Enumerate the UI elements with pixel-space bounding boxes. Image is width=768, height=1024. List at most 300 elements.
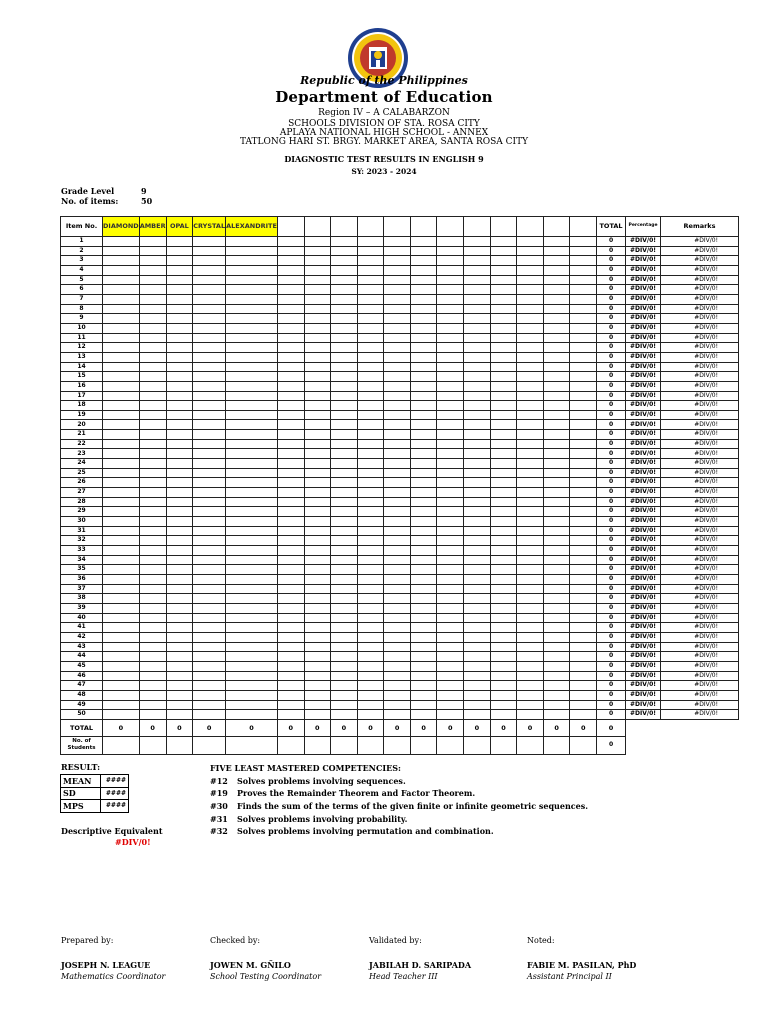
- score-cell: [304, 546, 331, 556]
- score-cell: [570, 526, 597, 536]
- score-cell: [410, 333, 437, 343]
- score-cell: [384, 333, 411, 343]
- row-remarks: #DIV/0!: [661, 314, 739, 324]
- score-cell: [304, 304, 331, 314]
- score-cell: [277, 478, 304, 488]
- score-cell: [490, 352, 517, 362]
- score-cell: [357, 420, 384, 430]
- competency-item: [210, 814, 407, 824]
- score-cell: [517, 546, 544, 556]
- score-cell: [103, 439, 140, 449]
- table-row: [61, 459, 739, 469]
- score-cell: [331, 352, 358, 362]
- score-cell: [517, 343, 544, 353]
- item-number: 22: [61, 439, 103, 449]
- competency-item: [210, 801, 588, 811]
- row-percentage: #DIV/0!: [626, 632, 661, 642]
- score-cell: [410, 555, 437, 565]
- score-cell: [384, 430, 411, 440]
- score-cell: [103, 652, 140, 662]
- score-cell: [277, 642, 304, 652]
- score-cell: [357, 430, 384, 440]
- score-cell: [517, 594, 544, 604]
- score-cell: [277, 362, 304, 372]
- score-cell: [490, 246, 517, 256]
- table-row: [61, 237, 739, 247]
- score-cell: [193, 536, 226, 546]
- score-cell: [570, 256, 597, 266]
- score-cell: [331, 265, 358, 275]
- students-cell: [304, 736, 331, 754]
- score-cell: [304, 565, 331, 575]
- table-row: [61, 256, 739, 266]
- score-cell: [226, 700, 278, 710]
- score-cell: [331, 642, 358, 652]
- region-label: Region IV – A CALABARZON: [318, 108, 450, 118]
- score-cell: [570, 294, 597, 304]
- section-header: ALEXANDRITE: [226, 217, 278, 237]
- score-cell: [166, 237, 193, 247]
- score-cell: [277, 507, 304, 517]
- score-cell: [166, 352, 193, 362]
- score-cell: [277, 285, 304, 295]
- score-cell: [543, 362, 570, 372]
- score-cell: [437, 352, 464, 362]
- table-row: [61, 333, 739, 343]
- table-row: [61, 681, 739, 691]
- row-total: 0: [597, 381, 626, 391]
- stat-value: ####: [101, 787, 129, 800]
- score-cell: [357, 381, 384, 391]
- score-cell: [437, 507, 464, 517]
- score-cell: [464, 294, 491, 304]
- score-cell: [384, 526, 411, 536]
- total-cell: 0: [193, 719, 226, 736]
- score-cell: [490, 294, 517, 304]
- score-cell: [490, 536, 517, 546]
- score-cell: [517, 613, 544, 623]
- score-cell: [490, 410, 517, 420]
- score-cell: [464, 410, 491, 420]
- table-row: [61, 652, 739, 662]
- score-cell: [437, 265, 464, 275]
- score-cell: [277, 323, 304, 333]
- score-cell: [357, 304, 384, 314]
- score-cell: [437, 700, 464, 710]
- score-cell: [331, 478, 358, 488]
- section-header-empty: [384, 217, 411, 237]
- score-cell: [226, 449, 278, 459]
- score-cell: [464, 314, 491, 324]
- table-total-row: [61, 719, 739, 736]
- row-remarks: #DIV/0!: [661, 555, 739, 565]
- score-cell: [304, 459, 331, 469]
- score-cell: [139, 536, 166, 546]
- score-cell: [570, 603, 597, 613]
- row-percentage: #DIV/0!: [626, 497, 661, 507]
- score-cell: [304, 372, 331, 382]
- score-cell: [304, 652, 331, 662]
- score-cell: [103, 420, 140, 430]
- score-cell: [226, 632, 278, 642]
- score-cell: [193, 661, 226, 671]
- score-cell: [437, 478, 464, 488]
- score-cell: [357, 681, 384, 691]
- section-header-empty: [277, 217, 304, 237]
- competencies-title: FIVE LEAST MASTERED COMPETENCIES:: [210, 763, 401, 773]
- item-number: 40: [61, 613, 103, 623]
- competency-number: #30: [210, 801, 228, 811]
- score-cell: [226, 314, 278, 324]
- score-cell: [517, 420, 544, 430]
- row-percentage: #DIV/0!: [626, 352, 661, 362]
- score-cell: [410, 459, 437, 469]
- score-cell: [384, 488, 411, 498]
- row-total: 0: [597, 632, 626, 642]
- score-cell: [410, 584, 437, 594]
- row-remarks: #DIV/0!: [661, 372, 739, 382]
- row-percentage: #DIV/0!: [626, 710, 661, 720]
- score-cell: [357, 623, 384, 633]
- score-cell: [570, 546, 597, 556]
- table-row: [61, 285, 739, 295]
- score-cell: [226, 478, 278, 488]
- document-title: DIAGNOSTIC TEST RESULTS IN ENGLISH 9: [284, 154, 484, 164]
- score-cell: [570, 314, 597, 324]
- score-cell: [543, 710, 570, 720]
- score-cell: [490, 430, 517, 440]
- total-cell: 0: [226, 719, 278, 736]
- score-cell: [304, 333, 331, 343]
- score-cell: [410, 652, 437, 662]
- score-cell: [277, 401, 304, 411]
- score-cell: [226, 488, 278, 498]
- score-cell: [139, 381, 166, 391]
- score-cell: [226, 285, 278, 295]
- section-header-empty: [490, 217, 517, 237]
- score-cell: [166, 652, 193, 662]
- score-cell: [464, 574, 491, 584]
- score-cell: [410, 430, 437, 440]
- score-cell: [570, 690, 597, 700]
- score-cell: [277, 710, 304, 720]
- row-total: 0: [597, 372, 626, 382]
- stats-row: [61, 787, 129, 800]
- score-cell: [357, 449, 384, 459]
- score-cell: [410, 594, 437, 604]
- row-percentage: #DIV/0!: [626, 603, 661, 613]
- score-cell: [490, 681, 517, 691]
- score-cell: [277, 333, 304, 343]
- score-cell: [193, 381, 226, 391]
- score-cell: [490, 671, 517, 681]
- score-cell: [331, 391, 358, 401]
- item-number: 21: [61, 430, 103, 440]
- score-cell: [464, 594, 491, 604]
- score-cell: [570, 410, 597, 420]
- score-cell: [464, 459, 491, 469]
- score-cell: [226, 584, 278, 594]
- score-cell: [384, 256, 411, 266]
- score-cell: [357, 478, 384, 488]
- score-cell: [490, 642, 517, 652]
- score-cell: [166, 526, 193, 536]
- score-cell: [570, 285, 597, 295]
- score-cell: [331, 362, 358, 372]
- score-cell: [384, 323, 411, 333]
- score-cell: [277, 671, 304, 681]
- score-cell: [193, 275, 226, 285]
- score-cell: [103, 613, 140, 623]
- score-cell: [437, 314, 464, 324]
- row-remarks: #DIV/0!: [661, 642, 739, 652]
- score-cell: [543, 497, 570, 507]
- score-cell: [304, 420, 331, 430]
- score-cell: [304, 526, 331, 536]
- table-row: [61, 613, 739, 623]
- score-cell: [331, 449, 358, 459]
- score-cell: [517, 661, 544, 671]
- score-cell: [517, 497, 544, 507]
- item-number: 18: [61, 401, 103, 411]
- score-cell: [226, 333, 278, 343]
- score-cell: [543, 671, 570, 681]
- score-cell: [331, 459, 358, 469]
- score-cell: [490, 584, 517, 594]
- total-cell: 0: [384, 719, 411, 736]
- score-cell: [277, 555, 304, 565]
- score-cell: [103, 256, 140, 266]
- row-percentage: #DIV/0!: [626, 304, 661, 314]
- row-total: 0: [597, 710, 626, 720]
- students-cell: [437, 736, 464, 754]
- item-number: 27: [61, 488, 103, 498]
- item-no-header: Item No.: [61, 217, 103, 237]
- division-label: SCHOOLS DIVISION OF STA. ROSA CITY: [288, 119, 480, 129]
- table-row: [61, 468, 739, 478]
- score-cell: [570, 343, 597, 353]
- score-cell: [517, 237, 544, 247]
- item-number: 20: [61, 420, 103, 430]
- score-cell: [517, 565, 544, 575]
- row-percentage: #DIV/0!: [626, 246, 661, 256]
- score-cell: [543, 372, 570, 382]
- score-cell: [437, 565, 464, 575]
- score-cell: [193, 623, 226, 633]
- score-cell: [543, 536, 570, 546]
- score-cell: [103, 246, 140, 256]
- score-cell: [464, 381, 491, 391]
- score-cell: [517, 517, 544, 527]
- row-percentage: #DIV/0!: [626, 333, 661, 343]
- row-remarks: #DIV/0!: [661, 285, 739, 295]
- score-cell: [331, 603, 358, 613]
- row-total: 0: [597, 671, 626, 681]
- score-cell: [570, 237, 597, 247]
- score-cell: [304, 681, 331, 691]
- section-header-empty: [357, 217, 384, 237]
- total-cell: 0: [103, 719, 140, 736]
- competency-text: Finds the sum of the terms of the given finite or infinite geometric sequences.: [237, 801, 589, 811]
- section-header-empty: [570, 217, 597, 237]
- score-cell: [166, 584, 193, 594]
- stats-row: [61, 775, 129, 788]
- score-cell: [193, 710, 226, 720]
- score-cell: [543, 410, 570, 420]
- score-cell: [464, 632, 491, 642]
- item-number: 10: [61, 323, 103, 333]
- score-cell: [464, 603, 491, 613]
- score-cell: [543, 459, 570, 469]
- score-cell: [384, 603, 411, 613]
- items-label: No. of items:: [61, 196, 119, 206]
- score-cell: [410, 265, 437, 275]
- score-cell: [166, 507, 193, 517]
- score-cell: [103, 594, 140, 604]
- score-cell: [384, 439, 411, 449]
- score-cell: [517, 459, 544, 469]
- row-total: 0: [597, 256, 626, 266]
- score-cell: [139, 420, 166, 430]
- score-cell: [437, 594, 464, 604]
- score-cell: [464, 256, 491, 266]
- score-cell: [304, 632, 331, 642]
- score-cell: [304, 584, 331, 594]
- score-cell: [437, 623, 464, 633]
- score-cell: [410, 574, 437, 584]
- item-number: 33: [61, 546, 103, 556]
- score-cell: [166, 410, 193, 420]
- score-cell: [226, 265, 278, 275]
- score-cell: [384, 700, 411, 710]
- score-cell: [304, 246, 331, 256]
- score-cell: [543, 430, 570, 440]
- score-cell: [517, 603, 544, 613]
- score-cell: [226, 459, 278, 469]
- score-cell: [464, 565, 491, 575]
- students-cell: [543, 736, 570, 754]
- score-cell: [437, 555, 464, 565]
- score-cell: [166, 256, 193, 266]
- row-percentage: #DIV/0!: [626, 700, 661, 710]
- score-cell: [410, 439, 437, 449]
- students-cell: [103, 736, 140, 754]
- score-cell: [304, 574, 331, 584]
- row-remarks: #DIV/0!: [661, 237, 739, 247]
- score-cell: [570, 565, 597, 575]
- row-remarks: #DIV/0!: [661, 294, 739, 304]
- score-cell: [517, 632, 544, 642]
- score-cell: [277, 546, 304, 556]
- score-cell: [437, 613, 464, 623]
- row-percentage: #DIV/0!: [626, 555, 661, 565]
- row-total: 0: [597, 497, 626, 507]
- signatory-name: JOWEN M. GÑILO: [210, 960, 291, 970]
- row-remarks: #DIV/0!: [661, 652, 739, 662]
- table-row: [61, 603, 739, 613]
- row-remarks: #DIV/0!: [661, 333, 739, 343]
- row-percentage: #DIV/0!: [626, 468, 661, 478]
- score-cell: [277, 381, 304, 391]
- competency-number: #12: [210, 776, 228, 786]
- score-cell: [226, 497, 278, 507]
- score-cell: [437, 343, 464, 353]
- item-number: 3: [61, 256, 103, 266]
- score-cell: [464, 401, 491, 411]
- total-cell: 0: [543, 719, 570, 736]
- item-number: 32: [61, 536, 103, 546]
- row-percentage: #DIV/0!: [626, 410, 661, 420]
- score-cell: [139, 285, 166, 295]
- score-cell: [193, 671, 226, 681]
- score-cell: [277, 536, 304, 546]
- score-cell: [464, 546, 491, 556]
- score-cell: [410, 710, 437, 720]
- row-remarks: #DIV/0!: [661, 603, 739, 613]
- score-cell: [103, 362, 140, 372]
- score-cell: [103, 401, 140, 411]
- score-cell: [331, 546, 358, 556]
- table-row: [61, 546, 739, 556]
- table-row: [61, 690, 739, 700]
- score-cell: [166, 700, 193, 710]
- score-cell: [570, 642, 597, 652]
- row-total: 0: [597, 237, 626, 247]
- score-cell: [193, 237, 226, 247]
- score-cell: [437, 546, 464, 556]
- score-cell: [357, 632, 384, 642]
- score-cell: [139, 294, 166, 304]
- score-cell: [384, 613, 411, 623]
- score-cell: [331, 401, 358, 411]
- score-cell: [543, 584, 570, 594]
- score-cell: [384, 690, 411, 700]
- score-cell: [543, 237, 570, 247]
- row-total: 0: [597, 536, 626, 546]
- score-cell: [410, 391, 437, 401]
- score-cell: [570, 652, 597, 662]
- score-cell: [193, 256, 226, 266]
- item-number: 45: [61, 661, 103, 671]
- score-cell: [193, 546, 226, 556]
- signatory-name: JABILAH D. SARIPADA: [369, 960, 472, 970]
- score-cell: [357, 343, 384, 353]
- score-cell: [517, 710, 544, 720]
- score-cell: [464, 372, 491, 382]
- score-cell: [103, 478, 140, 488]
- competency-number: #32: [210, 826, 228, 836]
- score-cell: [166, 710, 193, 720]
- item-number: 29: [61, 507, 103, 517]
- score-cell: [304, 439, 331, 449]
- score-cell: [384, 362, 411, 372]
- score-cell: [277, 681, 304, 691]
- item-number: 13: [61, 352, 103, 362]
- score-cell: [331, 333, 358, 343]
- score-cell: [437, 681, 464, 691]
- row-remarks: #DIV/0!: [661, 710, 739, 720]
- score-cell: [517, 401, 544, 411]
- score-cell: [384, 459, 411, 469]
- score-cell: [103, 690, 140, 700]
- row-remarks: #DIV/0!: [661, 391, 739, 401]
- score-cell: [103, 671, 140, 681]
- score-cell: [357, 642, 384, 652]
- row-total: 0: [597, 642, 626, 652]
- score-cell: [166, 681, 193, 691]
- score-cell: [166, 381, 193, 391]
- score-cell: [410, 381, 437, 391]
